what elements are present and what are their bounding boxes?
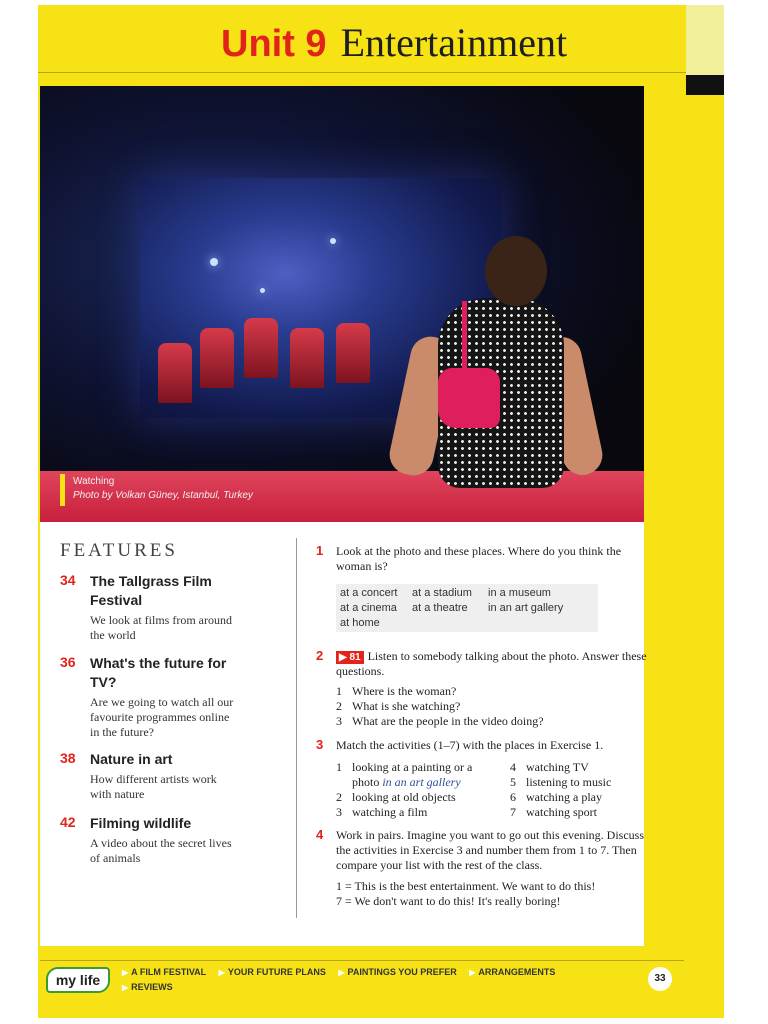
activity-item (352, 775, 461, 790)
page-title (221, 19, 567, 66)
exercise-2-text: Listen to somebody talking about the photo. Answer these questions. (336, 649, 647, 678)
header-rule (38, 72, 686, 73)
triangle-icon: ▶ (469, 968, 476, 977)
activity-number: 3 (336, 805, 342, 819)
corner-tab-black (686, 75, 724, 95)
bag-strap (462, 301, 467, 371)
seat (290, 328, 324, 388)
activity-text: photo (352, 775, 380, 789)
footer-link[interactable] (469, 965, 555, 980)
activity-text: looking at old objects (352, 790, 456, 804)
question-item (336, 684, 616, 699)
activity-item (336, 790, 456, 805)
exercise-instruction: Look at the photo and these places. Where do you think the woman is? (336, 544, 622, 573)
triangle-icon: ▶ (122, 968, 129, 977)
activity-item (510, 805, 597, 820)
question-text: What are the people in the video doing? (352, 714, 544, 728)
triangle-icon: ▶ (218, 968, 225, 977)
unit-number: Unit 9 (221, 23, 327, 65)
example-answer: in an art gallery (382, 775, 461, 789)
seat (200, 328, 234, 388)
feature-title: What's the future for TV? (90, 655, 227, 690)
question-number: 1 (336, 684, 342, 698)
place-option: at a concert (340, 587, 398, 599)
handbag (438, 368, 500, 428)
exercise-number: 3 (316, 737, 324, 752)
rating-line: 7 = We don't want to do this! It's really boring! (336, 894, 561, 908)
exercise-number: 4 (316, 827, 324, 842)
caption-marker (60, 474, 65, 506)
feature-title: Filming wildlife (90, 815, 192, 831)
exercise-number: 1 (316, 543, 324, 558)
triangle-icon: ▶ (338, 968, 345, 977)
question-number: 3 (336, 714, 342, 728)
audio-track-number: 81 (349, 652, 361, 663)
place-option: at a theatre (412, 602, 468, 614)
activity-text: watching sport (526, 805, 597, 819)
question-item (336, 699, 616, 714)
footer-link[interactable] (219, 965, 326, 980)
footer-link[interactable] (122, 980, 173, 995)
feature-title: Nature in art (90, 751, 173, 767)
activity-number: 1 (336, 760, 342, 774)
question-item (336, 714, 616, 729)
feature-description: We look at films from around the world (90, 613, 233, 642)
feature-page-number: 34 (60, 572, 76, 588)
footer-rule (40, 960, 684, 961)
question-number: 2 (336, 699, 342, 713)
activity-item (510, 760, 589, 775)
question-list (336, 684, 616, 729)
activity-number: 6 (510, 790, 516, 804)
content-panel (40, 522, 647, 946)
activity-text: watching a film (352, 805, 428, 819)
place-option: in an art gallery (488, 602, 564, 614)
activity-text: listening to music (526, 775, 612, 789)
rating-line: 1 = This is the best entertainment. We want to do this! (336, 879, 596, 893)
place-option: at home (340, 617, 380, 629)
activity-item (510, 790, 602, 805)
exercise-instruction: Work in pairs. Imagine you want to go out this evening. Discuss the activities in Exercise 3 and number them from 1 to 7. Then compare your list with the rest of the class. (336, 828, 644, 872)
feature-description: A video about the secret lives of animals (90, 836, 232, 865)
footer-link-label: ARRANGEMENTS (478, 967, 556, 977)
activity-number: 5 (510, 775, 516, 789)
question-text: Where is the woman? (352, 684, 457, 698)
audio-track-badge[interactable]: ▶ 81 (336, 651, 364, 664)
place-option: at a cinema (340, 602, 397, 614)
exercise-number: 2 (316, 648, 324, 663)
footer-link[interactable] (338, 965, 456, 980)
places-box (336, 584, 598, 632)
seat (158, 343, 192, 403)
column-divider (296, 538, 297, 918)
exercise-instruction (336, 649, 656, 679)
features-heading: FEATURES (60, 540, 178, 561)
caption-credit: Photo by Volkan Güney, Istanbul, Turkey (73, 490, 253, 501)
photo-caption (73, 475, 253, 503)
question-text: What is she watching? (352, 699, 461, 713)
activity-number: 4 (510, 760, 516, 774)
seat (336, 323, 370, 383)
activity-text: watching TV (526, 760, 589, 774)
footer-link-label: REVIEWS (131, 982, 173, 992)
footer-link-label: PAINTINGS YOU PREFER (347, 967, 457, 977)
activity-text: watching a play (526, 790, 602, 804)
light-spot (260, 288, 265, 293)
footer-link[interactable] (122, 965, 206, 980)
activity-item (336, 760, 472, 775)
exercise-instruction: Match the activities (1–7) with the places in Exercise 1. (336, 738, 604, 752)
activity-item (336, 805, 427, 820)
feature-title: The Tallgrass Film Festival (90, 573, 212, 608)
place-option: at a stadium (412, 587, 472, 599)
woman-head (485, 236, 547, 306)
activity-number: 2 (336, 790, 342, 804)
activity-number: 7 (510, 805, 516, 819)
page-number: 33 (648, 967, 672, 991)
unit-title: Entertainment (340, 20, 568, 65)
light-spot (330, 238, 336, 244)
triangle-icon: ▶ (122, 983, 129, 992)
feature-page-number: 38 (60, 750, 76, 766)
place-option: in a museum (488, 587, 551, 599)
feature-description: Are we going to watch all our favourite programmes online in the future? (90, 695, 234, 739)
my-life-badge: my life (46, 967, 110, 993)
feature-page-number: 36 (60, 654, 76, 670)
feature-page-number: 42 (60, 814, 76, 830)
hero-photo (40, 86, 644, 522)
activity-text: looking at a painting or a (352, 760, 473, 774)
footer-link-label: YOUR FUTURE PLANS (227, 967, 326, 977)
corner-tab-light (686, 5, 724, 75)
seat (244, 318, 278, 378)
light-spot (210, 258, 218, 266)
feature-description: How different artists work with nature (90, 772, 217, 801)
footer-link-label: A FILM FESTIVAL (131, 967, 207, 977)
activity-item (510, 775, 611, 790)
caption-title: Watching (73, 476, 115, 487)
footer-links (122, 965, 642, 995)
